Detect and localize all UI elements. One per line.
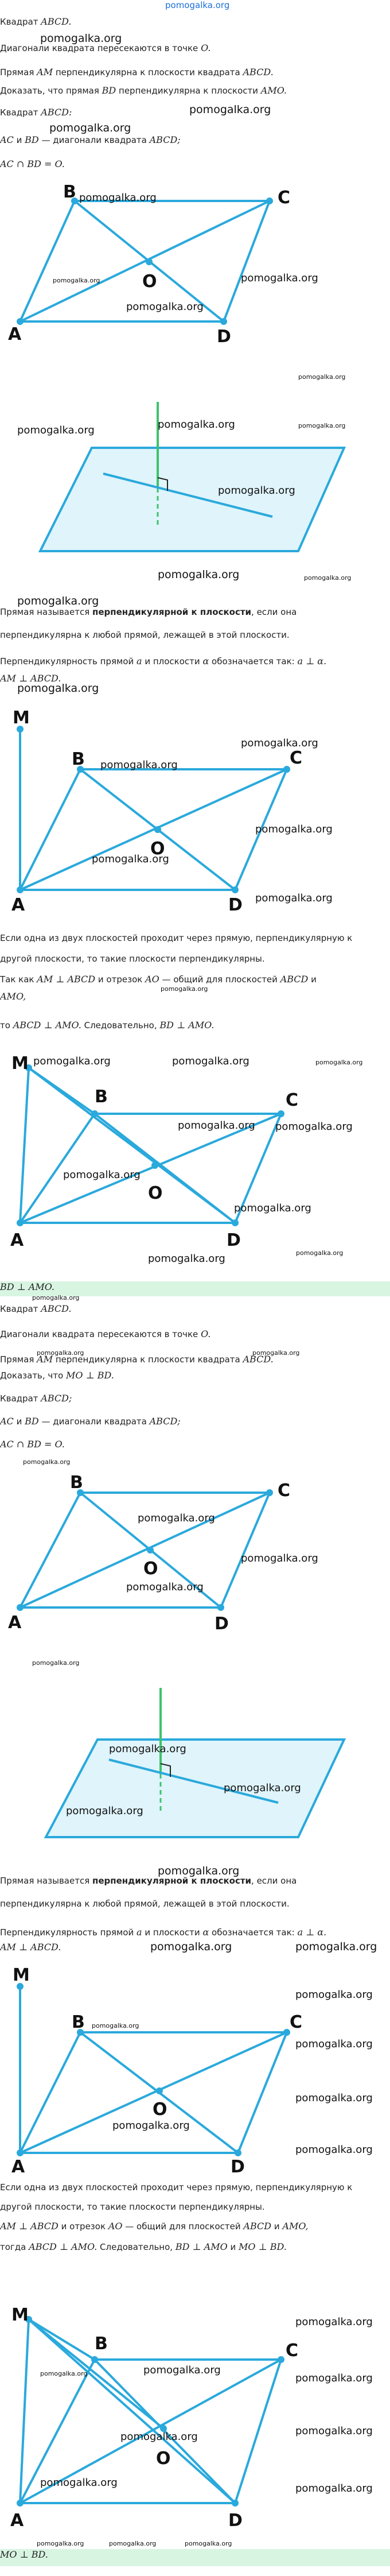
point-a [17, 1219, 24, 1226]
point-c [266, 1489, 273, 1496]
watermark: pomogalka.org [143, 2364, 221, 2376]
figure-pyramid-4 [0, 2262, 390, 2543]
watermark: pomogalka.org [32, 1294, 80, 1301]
label-d: D [228, 895, 243, 913]
math: AO [145, 974, 159, 985]
point-a [17, 886, 24, 893]
watermark: pomogalka.org [150, 1940, 232, 1953]
watermark: pomogalka.org [298, 373, 346, 381]
square-line-2 [0, 1393, 72, 1404]
planes-def-line1: Если одна из двух плоскостей проходит через прямую, перпендикулярную к [0, 933, 353, 943]
text: Доказать, что [0, 1370, 64, 1381]
text: Прямая называется [0, 607, 90, 617]
text: Квадрат [0, 107, 38, 118]
watermark: pomogalka.org [255, 892, 333, 904]
segment-am [20, 1068, 29, 1223]
result-bar-2 [0, 2549, 390, 2566]
label-o: O [143, 1559, 158, 1579]
label-m: M [11, 1053, 29, 1074]
label-m: M [13, 1965, 30, 1985]
text: Доказать, что прямая [0, 86, 99, 96]
planes-def-line3 [0, 974, 317, 985]
math: α [202, 656, 209, 667]
point-b [91, 2356, 98, 2363]
math: MO ⊥ BD. [239, 2241, 287, 2252]
point-o [151, 1162, 158, 1169]
given-square-2 [0, 1303, 72, 1315]
text: , если она [251, 607, 297, 617]
figure-pyramid-3 [0, 1963, 390, 2176]
watermark: pomogalka.org [241, 1552, 318, 1564]
point-b [91, 1110, 98, 1117]
label-c: C [290, 2012, 303, 2032]
watermark: pomogalka.org [17, 682, 99, 695]
watermark: pomogalka.org [37, 1349, 84, 1357]
watermark: pomogalka.org [224, 1782, 301, 1794]
point-d [220, 318, 227, 325]
text: Диагонали квадрата пересекаются в точке [0, 43, 198, 53]
text: — диагонали квадрата [41, 1416, 147, 1427]
result-formula: MO ⊥ BD. [0, 2549, 48, 2560]
text: и [274, 2221, 280, 2232]
watermark: pomogalka.org [158, 1865, 240, 1877]
watermark: pomogalka.org [158, 419, 235, 431]
math: AM [37, 67, 53, 78]
label-c: C [286, 1090, 299, 1110]
math: BD [25, 134, 39, 145]
text: и [16, 135, 22, 145]
point-o [154, 826, 161, 833]
watermark: pomogalka.org [63, 1169, 141, 1181]
watermark: pomogalka.org [252, 1349, 300, 1357]
watermark: pomogalka.org [138, 1512, 215, 1524]
watermark: pomogalka.org [295, 1940, 377, 1953]
watermark: pomogalka.org [304, 574, 352, 582]
math: ABCD. [243, 1354, 274, 1365]
watermark: pomogalka.org [40, 2370, 88, 2377]
text: и [230, 2242, 236, 2252]
planes-def2-line1: Если одна из двух плоскостей проходит через прямую, перпендикулярную к [0, 2182, 353, 2192]
math: BD [102, 85, 116, 96]
plane-def-line1 [0, 606, 297, 618]
text: Прямая называется [0, 1876, 90, 1886]
planes-def-line4: AMO, [0, 991, 26, 1002]
planes-def2-line2: другой плоскости, то такие плоскости перпендикулярны. [0, 2202, 265, 2212]
watermark: pomogalka.org [255, 823, 333, 835]
watermark: pomogalka.org [100, 759, 178, 771]
given-label: Квадрат [0, 17, 38, 27]
label-a: A [8, 1613, 22, 1633]
math: a ⊥ α. [297, 1927, 327, 1938]
label-o: O [148, 1183, 163, 1203]
point-d [232, 1219, 239, 1226]
label-d: D [214, 1614, 229, 1634]
text: обозначается так: [212, 1927, 295, 1938]
text: , если она [251, 1876, 297, 1886]
watermark: pomogalka.org [161, 985, 208, 993]
bold-text: перпендикулярной к плоскости [92, 607, 252, 617]
text: обозначается так: [212, 656, 295, 667]
text: и [311, 974, 317, 985]
label-o: O [156, 2449, 171, 2469]
watermark: pomogalka.org [79, 192, 157, 204]
watermark: pomogalka.org [66, 1805, 143, 1817]
text: то [0, 1020, 10, 1031]
text: Диагонали квадрата пересекаются в точке [0, 1329, 198, 1339]
math: a ⊥ α. [297, 656, 327, 667]
math: AC [0, 134, 14, 145]
watermark: pomogalka.org [296, 1249, 344, 1257]
label-c: C [278, 188, 291, 208]
text: Следовательно, [84, 1020, 157, 1031]
segment-am [20, 2319, 29, 2503]
label-a: A [10, 2511, 24, 2531]
text: Прямая [0, 67, 34, 78]
watermark: pomogalka.org [40, 2477, 118, 2489]
watermark: pomogalka.org [218, 485, 295, 497]
label-o: O [150, 839, 165, 859]
watermark: pomogalka.org [315, 1059, 363, 1066]
prove-line [0, 85, 287, 96]
watermark: pomogalka.org [158, 568, 240, 581]
watermark: pomogalka.org [120, 2431, 198, 2443]
math: AM ⊥ ABCD [37, 974, 96, 985]
given-label: Квадрат [0, 1304, 38, 1314]
given-square [0, 16, 72, 28]
point-c [266, 197, 273, 204]
math: AO [108, 2221, 123, 2232]
segment-md [29, 2319, 235, 2503]
plane-def2-line2: перпендикулярна к любой прямой, лежащей в этой плоскости. [0, 1899, 290, 1909]
square-line [0, 107, 72, 118]
text: Следовательно, [100, 2242, 173, 2252]
watermark: pomogalka.org [112, 2120, 190, 2132]
watermark: pomogalka.org [295, 2144, 373, 2156]
watermark: pomogalka.org [295, 2372, 373, 2384]
watermark: pomogalka.org [275, 1121, 353, 1133]
planes-def-line5 [0, 1020, 214, 1031]
watermark: pomogalka.org [295, 2482, 373, 2494]
label-d: D [231, 2157, 245, 2176]
point-a [17, 2149, 24, 2156]
diagonal-ac [20, 2032, 287, 2153]
text: и плоскости [145, 656, 200, 667]
diagonals-line [0, 42, 210, 54]
label-b: B [63, 184, 76, 202]
plane-alpha [40, 448, 344, 551]
label-m: M [13, 708, 30, 728]
watermark: pomogalka.org [37, 2540, 84, 2547]
math: MO ⊥ BD. [66, 1370, 114, 1381]
math: ABCD [280, 974, 309, 985]
point-a [17, 1604, 24, 1611]
math: ABCD; [41, 1393, 72, 1404]
math: a [136, 656, 142, 667]
text: Перпендикулярность прямой [0, 656, 134, 667]
text: — общий для плоскостей [125, 2221, 241, 2232]
math: a [136, 1927, 142, 1938]
math: BD [25, 1416, 39, 1427]
figure-pyramid-2 [0, 1051, 390, 1269]
math: α [202, 1927, 209, 1938]
label-b: B [70, 1475, 83, 1493]
point-c [278, 1110, 284, 1117]
text: и отрезок [61, 2221, 106, 2232]
watermark: pomogalka.org [109, 1743, 186, 1755]
figure-plane-2 [0, 1676, 390, 1849]
text: Перпендикулярность прямой [0, 1927, 134, 1938]
watermark: pomogalka.org [49, 122, 131, 134]
watermark: pomogalka.org [295, 2092, 373, 2104]
label-o: O [153, 2099, 167, 2120]
label-c: C [290, 748, 303, 768]
math: BD ⊥ AMO. [159, 1020, 214, 1031]
watermark: pomogalka.org [126, 301, 204, 313]
result-formula: BD ⊥ AMO. [0, 1281, 55, 1292]
text: Так как [0, 974, 34, 985]
point-o [156, 2087, 163, 2094]
watermark: pomogalka.org [172, 1055, 249, 1067]
watermark: pomogalka.org [23, 1458, 71, 1466]
label-b: B [95, 2334, 108, 2354]
label-d: D [228, 2511, 243, 2531]
math: ABCD. [243, 67, 274, 78]
label-c: C [286, 2341, 299, 2361]
text: тогда [0, 2242, 26, 2252]
watermark: pomogalka.org [295, 1989, 373, 2001]
watermark: pomogalka.org [295, 2316, 373, 2328]
math: O. [201, 1328, 211, 1339]
math: ABCD ⊥ AMO. [13, 1020, 81, 1031]
text: перпендикулярна к плоскости квадрата [55, 67, 240, 78]
math: ABCD; [149, 1416, 181, 1427]
point-o [147, 1547, 154, 1554]
plane-def2-line1 [0, 1875, 297, 1887]
label-b: B [95, 1087, 108, 1107]
text: Прямая [0, 1354, 34, 1365]
text: — диагонали квадрата [41, 135, 147, 145]
figure-plane-1 [0, 367, 390, 563]
figure-square-2 [0, 1475, 390, 1642]
watermark: pomogalka.org [17, 424, 95, 436]
text: и плоскости [145, 1927, 200, 1938]
segment-mb [29, 2319, 95, 2360]
planes-def2-line4 [0, 2241, 287, 2253]
label-d: D [227, 1230, 241, 1250]
watermark: pomogalka.org [40, 32, 122, 45]
text: — общий для плоскостей [162, 974, 278, 985]
text: и [16, 1416, 22, 1427]
math: ABCD; [149, 134, 181, 145]
label-b: B [72, 2012, 85, 2032]
watermark: pomogalka.org [298, 422, 346, 429]
watermark: pomogalka.org [17, 595, 99, 607]
label-m: M [11, 2305, 29, 2325]
math: AMO, [282, 2221, 309, 2232]
watermark: pomogalka.org [92, 2022, 139, 2029]
watermark: pomogalka.org [241, 737, 318, 749]
watermark: pomogalka.org [178, 1120, 255, 1132]
watermark: pomogalka.org [295, 2038, 373, 2050]
math: O. [201, 42, 211, 53]
label-a: A [11, 895, 25, 913]
math: AMO. [260, 85, 287, 96]
watermark: pomogalka.org [241, 272, 318, 284]
plane-def-line2: перпендикулярна к любой прямой, лежащей в этой плоскости. [0, 630, 290, 640]
intersection-line: AC ∩ BD = O. [0, 158, 65, 169]
math: AM [37, 1354, 53, 1365]
math: AM ⊥ ABCD [0, 2221, 58, 2232]
text: перпендикулярна к плоскости [119, 86, 258, 96]
watermark: pomogalka.org [92, 853, 169, 865]
math: AC [0, 1416, 14, 1427]
point-d [232, 2500, 239, 2507]
math: ABCD ⊥ AMO. [29, 2241, 98, 2252]
label-a: A [8, 324, 22, 344]
given-value: ABCD. [41, 1303, 72, 1314]
diag-def-line [0, 134, 181, 146]
planes-def2-line3 [0, 2221, 309, 2232]
label-a: A [11, 2157, 25, 2176]
am-perp-abcd: AM ⊥ ABCD. [0, 673, 61, 684]
math: ABCD [243, 2221, 272, 2232]
point-a [17, 2500, 24, 2507]
planes-def-line2: другой плоскости, то такие плоскости перпендикулярны. [0, 954, 265, 964]
watermark: pomogalka.org [234, 1202, 311, 1214]
label-o: O [142, 272, 157, 292]
point-d [217, 1604, 224, 1611]
figure-pyramid-1 [0, 706, 390, 913]
bold-text: перпендикулярной к плоскости [92, 1876, 252, 1886]
watermark: pomogalka.org [295, 2425, 373, 2437]
label-c: C [278, 1481, 291, 1501]
figure-square-1 [0, 184, 390, 356]
diag-def-line-2 [0, 1416, 181, 1427]
label-b: B [72, 749, 85, 769]
point-d [232, 886, 239, 893]
watermark: pomogalka.org [33, 1055, 111, 1067]
plane-def-line3 [0, 656, 326, 667]
watermark: pomogalka.org [32, 1659, 80, 1667]
site-logo[interactable]: pomogalka.org [165, 0, 230, 10]
given-value: ABCD. [41, 16, 72, 27]
watermark: pomogalka.org [53, 277, 100, 284]
text: Квадрат [0, 1393, 38, 1404]
text: и отрезок [98, 974, 143, 985]
watermark: pomogalka.org [148, 1253, 225, 1265]
diagonals-line-2 [0, 1328, 210, 1340]
diagonal-ac [20, 769, 287, 890]
prove-line-2 [0, 1370, 114, 1381]
watermark: pomogalka.org [189, 103, 271, 116]
label-d: D [217, 327, 231, 347]
label-a: A [10, 1230, 24, 1250]
perp-line [0, 67, 274, 78]
watermark: pomogalka.org [126, 1581, 204, 1593]
am-perp-abcd-2: AM ⊥ ABCD. [0, 1942, 61, 1953]
math: ABCD: [41, 107, 72, 118]
watermark: pomogalka.org [109, 2540, 157, 2547]
intersection-line-2: AC ∩ BD = O. [0, 1439, 65, 1450]
point-o [146, 258, 153, 265]
point-c [278, 2356, 284, 2363]
plane-def2-line3 [0, 1927, 326, 1938]
math: BD ⊥ AMO [175, 2241, 228, 2252]
point-d [235, 2149, 241, 2156]
watermark: pomogalka.org [185, 2540, 232, 2547]
text: перпендикулярна к плоскости квадрата [55, 1354, 240, 1365]
